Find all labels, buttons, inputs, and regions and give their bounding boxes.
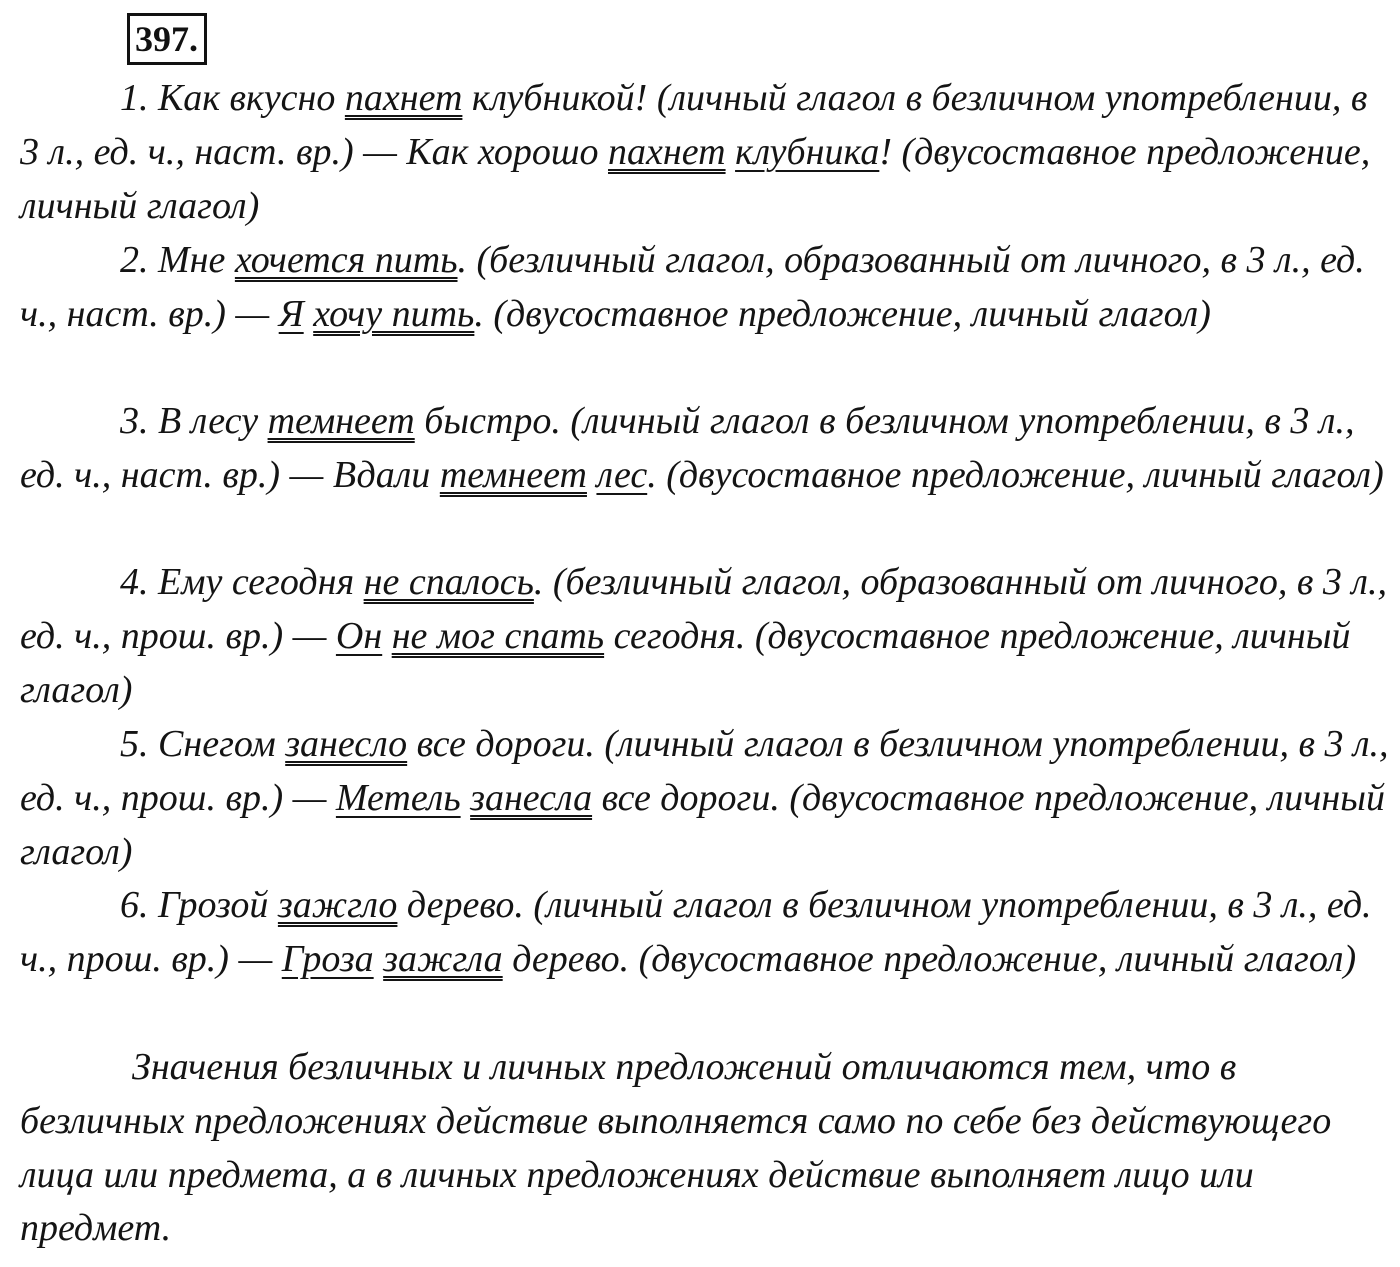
item-text <box>374 938 384 980</box>
conclusion-paragraph: Значения безличных и личных предложений отличаются тем, что в безличных предложениях действие выполняется само по себе без действующего лица или предмета, а в личных предложениях действие выполняет лицо или предмет. <box>20 1046 1332 1250</box>
item-text: быстро. (личный глагол в безличном употреблении, в 3 л., ед. ч., наст. вр.) — Вдали <box>20 400 1355 496</box>
item-text: 5. Снегом <box>120 723 286 765</box>
item-text <box>304 293 314 335</box>
exercise-item-4 <box>20 556 1392 717</box>
subject: Я <box>278 292 304 335</box>
item-text: . (безличный глагол, образованный от личного, в 3 л., ед. ч., наст. вр.) — <box>20 239 1365 335</box>
item-text: ! (двусоставное предложение, личный глагол) <box>20 130 1371 227</box>
predicate: зажгла <box>383 937 503 980</box>
exercise-item-2 <box>20 234 1392 342</box>
item-text: 1. Как вкусно <box>120 77 345 119</box>
predicate: не мог спать <box>391 614 605 657</box>
item-text: 2. Мне <box>120 239 235 281</box>
subject: Гроза <box>281 937 374 980</box>
item-text: . (двусоставное предложение, личный глагол) <box>474 292 1211 335</box>
exercise-number-box <box>127 13 207 65</box>
item-text: сегодня. (двусоставное предложение, личный глагол) <box>20 614 1351 711</box>
exercise-number: 397 <box>135 19 189 59</box>
subject: Метель <box>335 776 461 819</box>
predicate: занесла <box>470 776 593 819</box>
predicate: не спалось <box>363 561 534 603</box>
item-text: . (безличный глагол, образованный от личного, в 3 л., ед. ч., прош. вр.) — <box>20 561 1387 657</box>
item-text: все дороги. (личный глагол в безличном употреблении, в 3 л., ед. ч., прош. вр.) — <box>20 723 1389 819</box>
item-text: 4. Ему сегодня <box>120 561 364 603</box>
item-text: дерево. (двусоставное предложение, личный глагол) <box>502 937 1357 980</box>
predicate: занесло <box>285 723 408 765</box>
item-text: все дороги. (двусоставное предложение, личный глагол) <box>20 776 1385 873</box>
exercise-item-5 <box>20 718 1392 879</box>
item-text <box>382 615 392 657</box>
predicate: пахнет <box>608 130 726 173</box>
subject: Он <box>335 614 383 657</box>
exercise-item-1 <box>20 72 1392 233</box>
exercise-item-3 <box>20 395 1392 503</box>
item-text: . (двусоставное предложение, личный глагол) <box>647 453 1384 496</box>
item-text: 6. Грозой <box>120 884 278 926</box>
item-text: 3. В лесу <box>120 400 268 442</box>
subject: лес <box>596 453 648 496</box>
item-text: дерево. (личный глагол в безличном употреблении, в 3 л., ед. ч., прош. вр.) — <box>20 884 1372 980</box>
exercise-number-dot: . <box>189 19 198 59</box>
subject: клубника <box>735 130 880 173</box>
predicate: пахнет <box>344 77 463 119</box>
predicate: темнеет <box>267 400 415 442</box>
predicate: зажгло <box>277 884 398 926</box>
predicate: хочется пить <box>234 239 458 281</box>
item-text <box>461 777 471 819</box>
item-text <box>726 131 736 173</box>
item-text: клубникой! (личный глагол в безличном употреблении, в 3 л., ед. ч., наст. вр.) — Как хорошо <box>20 77 1368 173</box>
predicate: хочу пить <box>313 292 475 335</box>
predicate: темнеет <box>439 453 587 496</box>
exercise-item-6 <box>20 879 1392 987</box>
